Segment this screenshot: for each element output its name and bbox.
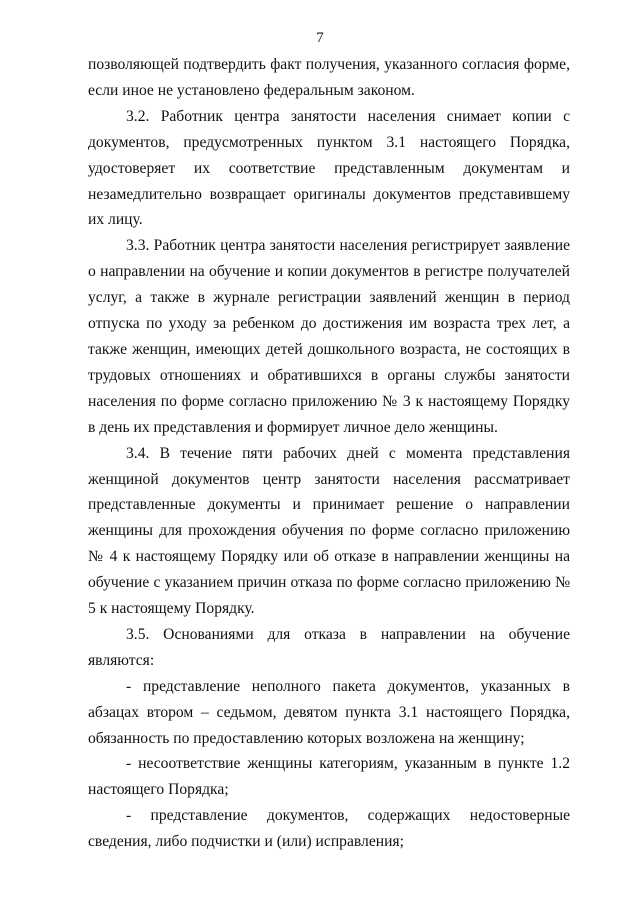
list-item-incomplete-documents: - представление неполного пакета документов, указанных в абзацах втором – седьмом, девятом пункта 3.1 настоящего Порядка, обязанность по предоставлению которых возложена на женщину; (88, 677, 570, 747)
page-number: 7 (316, 30, 324, 46)
paragraph-3-4: 3.4. В течение пяти рабочих дней с момента представления женщиной документов центр занятости населения рассматривает представленные документы и принимает решение о направлении женщины для прохождения обучения по форме согласно приложению № 4 к настоящему Порядку или об отказе в направлении женщины на обучение с указанием причин отказа по форме согласно приложению № 5 к настоящему Порядку. (88, 444, 570, 618)
paragraph-continuation: позволяющей подтвердить факт получения, указанного согласия форме, если иное не установлено федеральным законом. (88, 56, 570, 99)
paragraph-3-3: 3.3. Работник центра занятости населения регистрирует заявление о направлении на обучение и копии документов в регистре получателей услуг, а также в журнале регистрации заявлений женщин в период отпуска по уходу за ребенком до достижения им возраста трех лет, а также женщин, имеющих детей дошкольного возраста, не состоящих в трудовых отношениях и обратившихся в органы службы занятости населения по форме согласно приложению № 3 к настоящему Порядку в день их представления и формирует личное дело женщины. (88, 237, 570, 436)
paragraph-3-2: 3.2. Работник центра занятости населения снимает копии с документов, предусмотренных пунктом 3.1 настоящего Порядка, удостоверяет их соответствие представленным документам и незамедлительно возвращает оригиналы документов представившему их лицу. (88, 107, 570, 229)
list-item-category-mismatch: - несоответствие женщины категориям, указанным в пункте 1.2 настоящего Порядка; (88, 755, 570, 799)
paragraph-3-5: 3.5. Основаниями для отказа в направлении на обучение являются: (88, 625, 570, 669)
list-item-false-information: - представление документов, содержащих недостоверные сведения, либо подчистки и (или) исправления; (88, 807, 570, 851)
document-body (88, 52, 570, 855)
